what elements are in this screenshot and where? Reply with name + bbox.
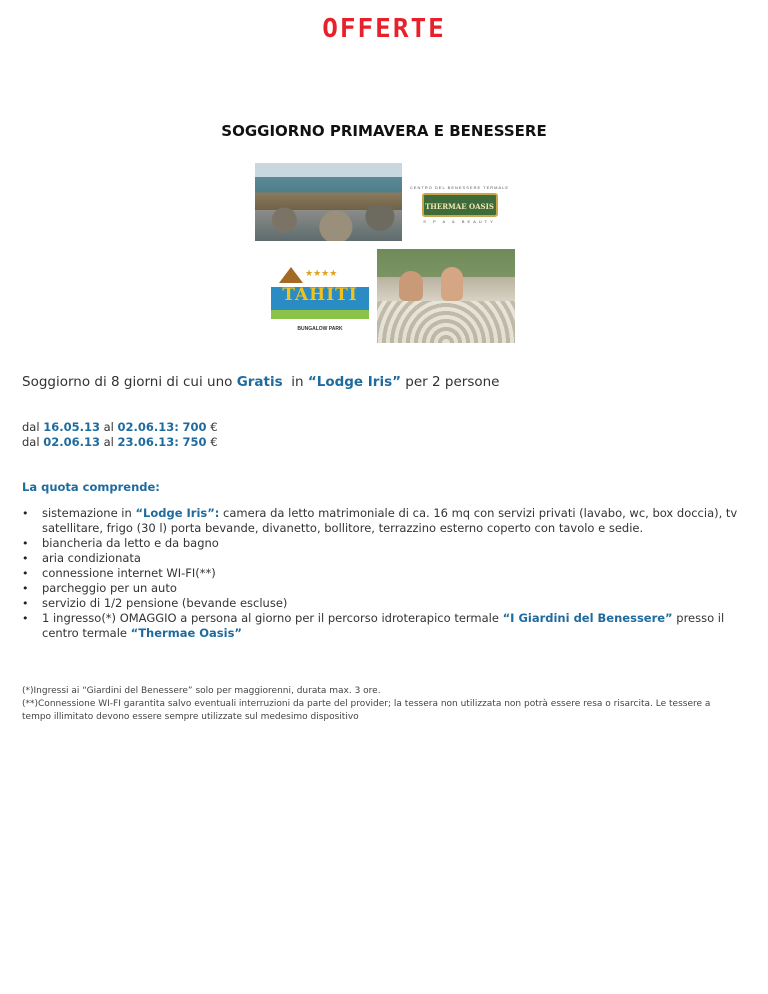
person-figure xyxy=(399,271,423,301)
price-row xyxy=(22,435,218,450)
stay-intro xyxy=(22,374,499,390)
price-value: 750 xyxy=(182,435,207,449)
thermae-oasis-logo xyxy=(407,185,512,230)
price-to: 23.06.13: xyxy=(117,435,179,449)
price-currency: € xyxy=(206,420,218,434)
rocks-decoration xyxy=(255,206,402,241)
tahiti-logo xyxy=(265,263,375,338)
item-text: 1 ingresso(*) OMAGGIO a persona al giorno per il percorso idroterapico termale xyxy=(42,611,503,625)
list-item: • aria condizionata xyxy=(22,551,752,566)
price-list xyxy=(22,420,218,450)
footnote: (*)Ingressi ai “Giardini del Benessere” solo per maggiorenni, durata max. 3 ore. xyxy=(22,686,381,696)
price-al: al xyxy=(99,435,118,449)
tahiti-logo-name: TAHITI xyxy=(282,285,358,305)
price-from: 02.06.13 xyxy=(43,435,100,449)
offerte-heading: OFFERTE xyxy=(322,14,446,44)
item-lodge: “Lodge Iris”: xyxy=(135,506,220,520)
hut-icon xyxy=(279,267,303,283)
person-figure xyxy=(441,267,463,301)
promo-collage xyxy=(255,163,515,343)
list-item xyxy=(22,506,752,536)
intro-suffix: per 2 persone xyxy=(401,374,500,390)
list-item: • servizio di 1/2 pensione (bevande escluse) xyxy=(22,596,752,611)
item-text: sistemazione in xyxy=(42,506,136,520)
intro-gratis: Gratis xyxy=(236,374,283,390)
item-text: camera da letto matrimoniale di ca. 16 mq con servizi privati (lavabo, wc, box doccia), tv satellitare, frigo (30 l) porta bevande, divanetto, bollitore, terrazzino esterno coperto con tavolo e sedie. xyxy=(42,506,738,535)
item-thermae: “Thermae Oasis” xyxy=(130,626,242,640)
list-item: • connessione internet WI-FI(**) xyxy=(22,566,752,581)
list-item: • biancheria da letto e da bagno xyxy=(22,536,752,551)
spa-photo xyxy=(377,249,515,343)
stars-rating: ★★★★ xyxy=(305,269,338,279)
tahiti-tagline-band xyxy=(271,310,369,319)
footnotes xyxy=(22,685,742,724)
price-row xyxy=(22,420,218,435)
page-title: SOGGIORNO PRIMAVERA E BENESSERE xyxy=(221,122,547,140)
intro-lodge: “Lodge Iris” xyxy=(307,374,401,390)
price-al: al xyxy=(99,420,118,434)
list-item xyxy=(22,611,752,641)
footnote: (**)Connessione WI-FI garantita salvo eventuali interruzioni da parte del provider; la tessera non utilizzata non potrà essere resa o risarcita. Le tessere a tempo illimitato devono essere sempre utilizzate sul medesimo dispositivo xyxy=(22,699,711,722)
price-currency: € xyxy=(206,435,218,449)
price-to: 02.06.13: xyxy=(117,420,179,434)
includes-heading: La quota comprende: xyxy=(22,480,160,494)
item-text: presso il centro termale xyxy=(42,611,725,640)
intro-in: in xyxy=(282,374,308,390)
thermae-logo-top: CENTRO DEL BENESSERE TERMALE xyxy=(409,185,510,190)
includes-list xyxy=(22,506,752,641)
item-giardini: “I Giardini del Benessere” xyxy=(502,611,673,625)
tahiti-logo-park: BUNGALOW PARK xyxy=(297,326,343,332)
list-item: • parcheggio per un auto xyxy=(22,581,752,596)
thermae-logo-bottom: S P A & BEAUTY xyxy=(423,219,496,224)
price-dal: dal xyxy=(22,420,44,434)
price-value: 700 xyxy=(182,420,207,434)
pool-photo xyxy=(255,163,402,241)
water-decoration xyxy=(377,301,515,343)
intro-prefix: Soggiorno di 8 giorni di cui uno xyxy=(22,374,237,390)
price-dal: dal xyxy=(22,435,44,449)
thermae-logo-name: THERMAE OASIS xyxy=(422,193,498,217)
price-from: 16.05.13 xyxy=(43,420,100,434)
